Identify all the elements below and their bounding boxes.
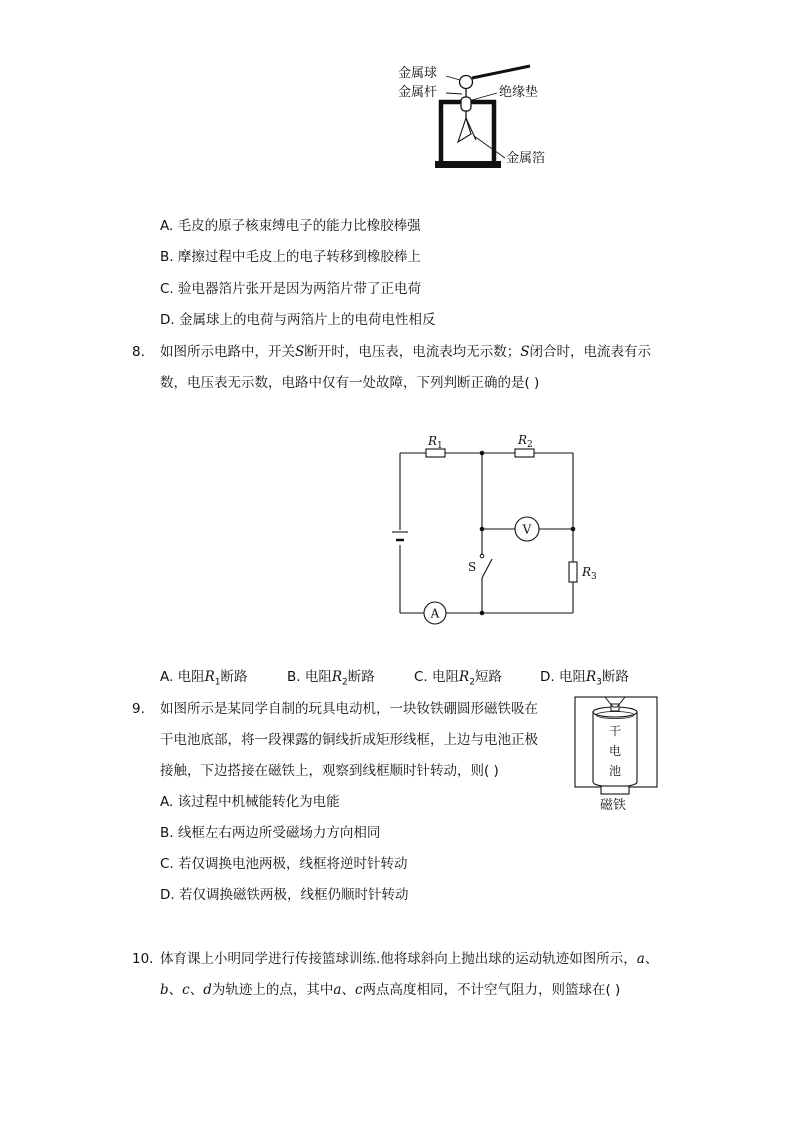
q8-option-c[interactable]: C. 电阻$R_2$短路: [414, 669, 502, 688]
battery-char-3: 池: [608, 764, 622, 778]
magnet: [601, 786, 629, 794]
q9-stem-line1: 如图所示是某同学自制的玩具电动机，一块钕铁硼圆形磁铁吸在: [160, 701, 538, 717]
q9-option-c[interactable]: C. 若仅调换电池两极，线框将逆时针转动: [160, 856, 408, 872]
q9-number: 9.: [132, 701, 145, 717]
resistor-r3: [569, 562, 577, 582]
q8-option-a[interactable]: A. 电阻$R_1$断路: [160, 669, 248, 688]
q7-option-c[interactable]: C. 验电器箔片张开是因为两箔片带了正电荷: [160, 281, 422, 297]
q7-option-b[interactable]: B. 摩擦过程中毛皮上的电子转移到橡胶棒上: [160, 249, 421, 265]
label-insulator: 绝缘垫: [499, 85, 539, 100]
label-metal-rod: 金属杆: [398, 85, 438, 100]
q7-option-d[interactable]: D. 金属球上的电荷与两箔片上的电荷电性相反: [160, 312, 436, 328]
label-switch: S: [468, 560, 477, 574]
q10-stem-line2: b、c、d为轨迹上的点，其中a、c两点高度相同，不计空气阻力，则篮球在( ): [160, 982, 621, 998]
label-r3: $R_3$: [582, 565, 597, 582]
resistor-r2: [515, 449, 534, 457]
label-magnet: 磁铁: [600, 798, 627, 813]
label-metal-ball: 金属球: [398, 66, 438, 81]
battery-char-2: 电: [608, 744, 622, 758]
label-r1: $R_1$: [428, 434, 443, 451]
q9-option-b[interactable]: B. 线框左右两边所受磁场力方向相同: [160, 825, 381, 841]
q8-option-d[interactable]: D. 电阻$R_3$断路: [540, 669, 629, 688]
q9-stem-line2: 干电池底部，将一段裸露的铜线折成矩形线框，上边与电池正极: [160, 732, 538, 748]
q9-stem-line3: 接触，下边搭接在磁铁上，观察到线框顺时针转动，则( ): [160, 763, 499, 779]
q8-option-b[interactable]: B. 电阻$R_2$断路: [287, 669, 375, 688]
label-voltmeter: V: [522, 522, 532, 537]
q10-number: 10.: [132, 951, 154, 967]
switch-blade: [482, 559, 492, 578]
label-r2: $R_2$: [518, 433, 533, 450]
q7-option-a[interactable]: A. 毛皮的原子核束缚电子的能力比橡胶棒强: [160, 218, 421, 234]
battery-char-1: 干: [608, 724, 622, 738]
label-metal-foil: 金属箔: [506, 151, 546, 166]
q8-stem-line2: 数，电压表无示数，电路中仅有一处故障，下列判断正确的是( ): [160, 375, 540, 391]
q9-option-d[interactable]: D. 若仅调换磁铁两极，线框仍顺时针转动: [160, 887, 409, 903]
q10-stem-line1: 体育课上小明同学进行传接篮球训练.他将球斜向上抛出球的运动轨迹如图所示，a、: [160, 951, 659, 967]
q8-number: 8.: [132, 344, 145, 360]
q8-stem-line1: 如图所示电路中，开关S断开时，电压表，电流表均无示数；S闭合时，电流表有示: [160, 344, 651, 360]
q9-option-a[interactable]: A. 该过程中机械能转化为电能: [160, 794, 340, 810]
label-ammeter: A: [430, 606, 440, 621]
